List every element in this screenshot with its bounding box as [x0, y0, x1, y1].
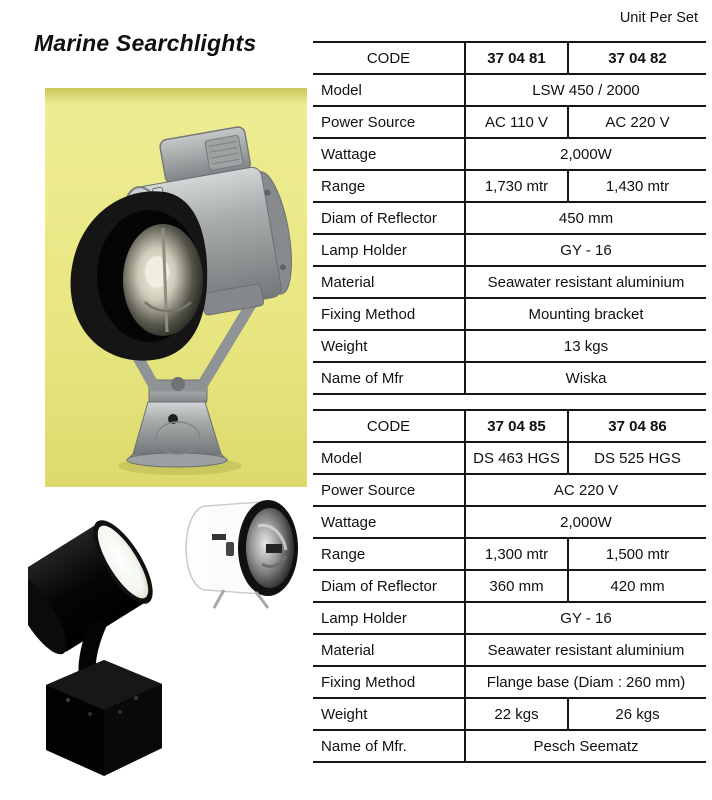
code-value: 37 04 82	[568, 42, 706, 74]
spec-value: AC 220 V	[465, 474, 706, 506]
spec-label: Name of Mfr	[313, 362, 465, 394]
spec-value: AC 110 V	[465, 106, 568, 138]
spec-label: Diam of Reflector	[313, 570, 465, 602]
table-row-model	[313, 74, 706, 106]
table-row-manufacturer	[313, 362, 706, 394]
spec-value: 1,730 mtr	[465, 170, 568, 202]
code-value: 37 04 81	[465, 42, 568, 74]
spec-label: Weight	[313, 698, 465, 730]
table-row-lamp-holder	[313, 234, 706, 266]
spec-label: Fixing Method	[313, 666, 465, 698]
spec-table-upper	[313, 41, 706, 395]
gray-searchlight-illustration	[45, 88, 307, 487]
spec-label: Name of Mfr.	[313, 730, 465, 762]
spec-label: Range	[313, 170, 465, 202]
spec-value: GY - 16	[465, 602, 706, 634]
spec-label: Material	[313, 266, 465, 298]
spec-label: Lamp Holder	[313, 234, 465, 266]
spec-value: DS 525 HGS	[568, 442, 706, 474]
code-value: 37 04 86	[568, 410, 706, 442]
spec-value: Seawater resistant aluminium	[465, 634, 706, 666]
table-row-fixing	[313, 298, 706, 330]
table-row-reflector	[313, 202, 706, 234]
spec-label: Power Source	[313, 474, 465, 506]
spec-value: GY - 16	[465, 234, 706, 266]
page-title: Marine Searchlights	[34, 30, 257, 56]
unit-per-set-label: Unit Per Set	[619, 10, 698, 26]
table-row-code	[313, 410, 706, 442]
spec-value: DS 463 HGS	[465, 442, 568, 474]
table-row-weight	[313, 330, 706, 362]
spec-label: Material	[313, 634, 465, 666]
spec-value: 360 mm	[465, 570, 568, 602]
spec-table-lower	[313, 409, 706, 763]
spec-value: 450 mm	[465, 202, 706, 234]
spec-label: Wattage	[313, 506, 465, 538]
table-row-material	[313, 634, 706, 666]
table-row-material	[313, 266, 706, 298]
spec-label: Weight	[313, 330, 465, 362]
vent-grille	[205, 135, 244, 170]
spec-value: 13 kgs	[465, 330, 706, 362]
table-row-power-source	[313, 106, 706, 138]
table-row-weight	[313, 698, 706, 730]
spec-value: Pesch Seematz	[465, 730, 706, 762]
spec-value: 2,000W	[465, 138, 706, 170]
spec-value: 1,500 mtr	[568, 538, 706, 570]
spec-label: Diam of Reflector	[313, 202, 465, 234]
code-value: 37 04 85	[465, 410, 568, 442]
white-searchlight-illustration	[182, 498, 306, 610]
searchlight-photo-black	[28, 500, 180, 778]
logo-mark	[212, 534, 226, 540]
spec-value: Seawater resistant aluminium	[465, 266, 706, 298]
table-row-power-source	[313, 474, 706, 506]
table-row-wattage	[313, 138, 706, 170]
table-row-code	[313, 42, 706, 74]
spec-label: Power Source	[313, 106, 465, 138]
table-row-model	[313, 442, 706, 474]
spec-label: Model	[313, 74, 465, 106]
searchlight-photo-white	[182, 498, 306, 610]
spec-value: 1,430 mtr	[568, 170, 706, 202]
table-row-reflector	[313, 570, 706, 602]
latch	[226, 542, 234, 556]
spec-value: 2,000W	[465, 506, 706, 538]
spec-label: Fixing Method	[313, 298, 465, 330]
table-row-range	[313, 170, 706, 202]
dark-rim	[238, 500, 298, 596]
spec-label: Wattage	[313, 138, 465, 170]
spec-label: Model	[313, 442, 465, 474]
spec-value: LSW 450 / 2000	[465, 74, 706, 106]
black-searchlight-illustration	[28, 500, 180, 778]
spec-value: Flange base (Diam : 260 mm)	[465, 666, 706, 698]
spec-value: 22 kgs	[465, 698, 568, 730]
table-row-wattage	[313, 506, 706, 538]
code-header: CODE	[313, 410, 465, 442]
table-row-fixing	[313, 666, 706, 698]
spec-value: AC 220 V	[568, 106, 706, 138]
spec-value: Mounting bracket	[465, 298, 706, 330]
spec-value: 26 kgs	[568, 698, 706, 730]
spec-value: Wiska	[465, 362, 706, 394]
searchlight-photo-main	[45, 88, 307, 487]
spec-label: Range	[313, 538, 465, 570]
pivot-bolt	[171, 377, 185, 391]
box-base	[46, 660, 162, 776]
spec-value: 1,300 mtr	[465, 538, 568, 570]
spec-label: Lamp Holder	[313, 602, 465, 634]
table-row-range	[313, 538, 706, 570]
table-row-lamp-holder	[313, 602, 706, 634]
table-row-manufacturer	[313, 730, 706, 762]
code-header: CODE	[313, 42, 465, 74]
spec-value: 420 mm	[568, 570, 706, 602]
